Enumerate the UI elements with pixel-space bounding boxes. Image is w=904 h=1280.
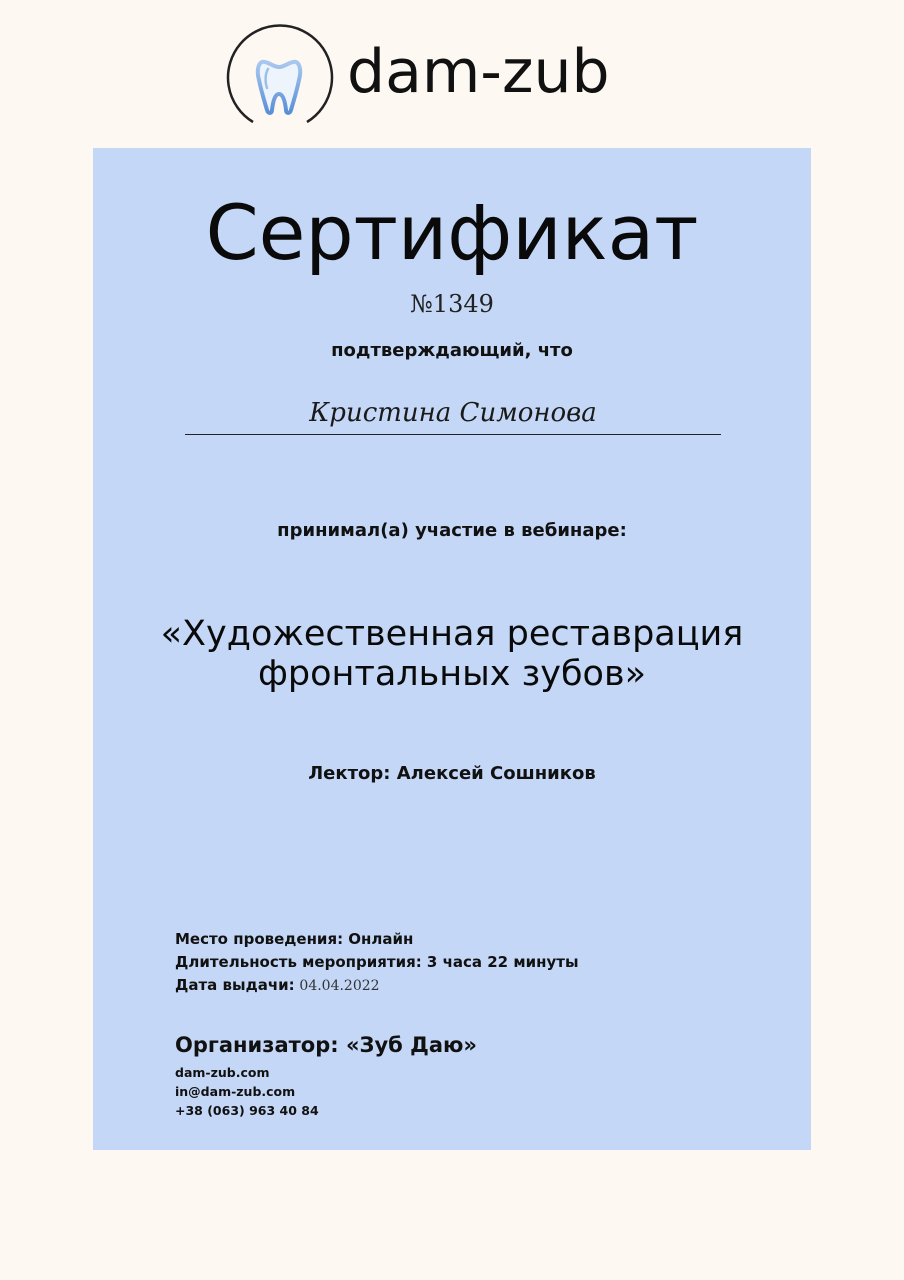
- recipient-name: Кристина Симонова: [185, 394, 721, 435]
- webinar-title-line-2: фронтальных зубов»: [258, 654, 646, 694]
- organizer-email: in@dam-zub.com: [175, 1084, 296, 1099]
- certificate-title: Сертификат: [205, 188, 699, 277]
- certificate-number: №1349: [410, 290, 494, 318]
- event-location: Место проведения: Онлайн: [175, 930, 414, 948]
- event-details: [175, 928, 735, 998]
- organizer-phone: +38 (063) 963 40 84: [175, 1103, 319, 1118]
- issue-date-value: 04.04.2022: [299, 978, 380, 994]
- organizer-title: Организатор: «Зуб Даю»: [175, 1033, 477, 1057]
- logo-text: dam-zub: [347, 37, 610, 107]
- webinar-title-line-1: «Художественная реставрация: [160, 614, 744, 654]
- participated-text: принимал(а) участие в вебинаре:: [277, 520, 627, 541]
- organizer-contacts: [175, 1063, 319, 1120]
- webinar-title: [93, 614, 811, 694]
- organizer-website: dam-zub.com: [175, 1065, 270, 1080]
- issue-date: [175, 974, 735, 998]
- lecturer: Лектор: Алексей Сошников: [308, 763, 596, 784]
- logo: [225, 24, 625, 124]
- tooth-icon: [225, 24, 335, 124]
- confirm-text: подтверждающий, что: [331, 340, 573, 361]
- certificate-card: [93, 148, 811, 1150]
- issue-date-label: Дата выдачи:: [175, 976, 295, 994]
- event-duration: Длительность мероприятия: 3 часа 22 минуты: [175, 953, 579, 971]
